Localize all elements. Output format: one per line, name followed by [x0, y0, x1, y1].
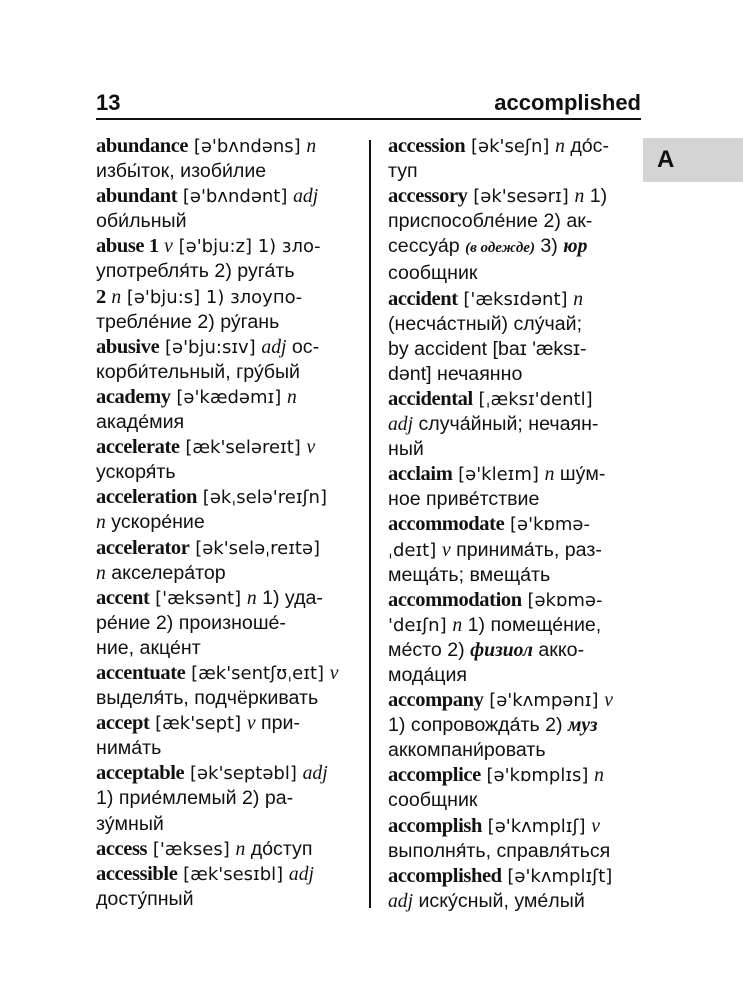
definition-text: акселера́тор [111, 561, 226, 584]
part-of-speech: adj [302, 763, 328, 785]
part-of-speech: v [246, 713, 256, 735]
dictionary-entry [96, 485, 348, 535]
definition-text: случа́йный; нечаян- [413, 413, 599, 436]
transcription: [ə'kleɪm] [452, 464, 545, 486]
part-of-speech: n [574, 186, 585, 208]
transcription: [æk'sentʃʊˌeɪt] [185, 662, 330, 684]
definition-text: ре́ние 2) произноше́- [96, 611, 286, 634]
definition-text: ный [388, 438, 424, 461]
definition-text: досту́пный [96, 887, 194, 910]
definition-text: приспособле́ние 2) ак- [388, 210, 593, 233]
definition-text: сообщник [388, 262, 478, 285]
dictionary-entry [388, 134, 642, 184]
part-of-speech: n [452, 614, 463, 636]
part-of-speech: n [96, 562, 106, 584]
transcription: ['æksɪdənt] [457, 288, 574, 310]
part-of-speech: adj [388, 890, 414, 912]
headword: academy [96, 385, 171, 408]
right-column [388, 134, 642, 914]
transcription: [ə'kʌmplɪʃ] [481, 815, 592, 837]
definition-text: сообщник [388, 789, 478, 812]
dictionary-entry [388, 588, 642, 688]
definition-text: зу́мный [96, 812, 164, 835]
transcription: [æk'seləreɪt] [179, 437, 307, 459]
dictionary-entry [96, 761, 348, 836]
transcription: [ə'bju:s] 1) злоупо- [121, 286, 303, 308]
header-rule [96, 118, 641, 120]
dictionary-entry [388, 462, 642, 512]
transcription: [ə'kædəmɪ] [170, 386, 287, 408]
definition-text: 1) сопровожда́ть 2) [388, 714, 568, 737]
part-of-speech: v [306, 437, 316, 459]
definition-text: до́ступ [245, 837, 313, 860]
dictionary-entry [96, 134, 348, 184]
definition-text: выделя́ть, подчёркивать [96, 687, 319, 710]
dictionary-entry [96, 184, 348, 234]
usage-label: муз [567, 715, 598, 737]
transcription: [ə'kɒmplɪs] [480, 765, 595, 787]
part-of-speech: n [573, 288, 584, 310]
definition-text: употребля́ть 2) руга́ть [96, 260, 295, 283]
part-of-speech: n [306, 136, 317, 157]
transcription: [ək'seləˌreɪtə] [189, 537, 321, 559]
definition-text: dənt] нечаянно [388, 362, 523, 385]
transcription: [ək'seʃn] [465, 136, 556, 157]
transcription: ˌdeɪt] [388, 539, 442, 561]
part-of-speech: v [164, 236, 173, 258]
transcription: [æk'sesɪbl] [177, 863, 289, 885]
definition-text: by accident [baɪ 'æksɪ- [388, 337, 587, 360]
headword: accent [96, 586, 150, 609]
guide-word: accomplished [494, 90, 641, 115]
definition-text: 1) [584, 185, 608, 208]
transcription: [æk'sept] [149, 713, 247, 735]
definition-text: ускоре́ние [111, 511, 205, 534]
headword: accentuate [96, 661, 186, 684]
part-of-speech: n [555, 136, 565, 157]
definition-text: аккомпани́ровать [388, 739, 546, 762]
definition-text: корби́тельный, гру́бый [96, 360, 301, 383]
transcription: [əkˌselə'reɪʃn] [197, 487, 327, 509]
definition-text: 1) уда- [256, 586, 323, 609]
dictionary-entry [388, 512, 642, 587]
definition-text: до́с- [564, 135, 609, 157]
definition-text: (несча́стный) слу́чай; [388, 312, 583, 335]
definition-text: ние, акце́нт [96, 636, 201, 659]
transcription: [ək'septəbl] [184, 763, 303, 785]
definition-text: сессуа́р [388, 235, 466, 258]
headword: accident [388, 287, 458, 310]
headword: abundant [96, 185, 178, 208]
part-of-speech: n [594, 765, 604, 787]
definition-text: туп [388, 160, 418, 183]
headword: accomplice [388, 764, 481, 787]
definition-text: акаде́мия [96, 411, 185, 434]
part-of-speech: adj [388, 414, 414, 436]
part-of-speech: adj [261, 336, 287, 358]
transcription: [ə'bju:sɪv] [159, 336, 262, 358]
transcription: ['ækses] [147, 838, 236, 860]
transcription: ['æksənt] [149, 587, 247, 609]
definition-text: ос- [286, 335, 320, 358]
part-of-speech: n [286, 386, 297, 408]
part-of-speech: n [246, 587, 257, 609]
headword: accessible [96, 862, 178, 885]
headword: accession [388, 135, 466, 157]
part-of-speech: n [111, 286, 122, 308]
transcription: [ə'kʌmpənɪ] [483, 690, 605, 712]
definition-text: ме́сто 2) [388, 638, 471, 661]
dictionary-entry [96, 711, 348, 761]
headword: accelerate [96, 436, 180, 459]
headword: 2 [96, 285, 106, 308]
usage-label: юр [563, 236, 588, 258]
transcription: [ə'kʌmplɪʃt] [501, 865, 613, 887]
column-separator [369, 140, 371, 908]
definition-text: 1) прие́млемый 2) ра- [96, 787, 294, 810]
transcription: [ə'bʌndənt] [177, 186, 294, 208]
transcription: 'deɪʃn] [388, 614, 453, 636]
definition-text: ное приве́тствие [388, 488, 540, 511]
dictionary-entry [96, 385, 348, 435]
dictionary-entry [388, 688, 642, 763]
transcription: [ˌæksɪ'dentl] [472, 388, 593, 410]
dictionary-entry [96, 661, 348, 711]
transcription: [ə'bʌndəns] [188, 136, 307, 157]
part-of-speech: v [591, 815, 600, 837]
definition-text: 1) помеще́ние, [462, 613, 602, 636]
part-of-speech: n [235, 838, 246, 860]
definition-text: выполня́ть, справля́ться [388, 839, 611, 862]
part-of-speech: v [329, 662, 339, 684]
dictionary-entry [388, 184, 642, 286]
transcription: [ək'sesərɪ] [467, 186, 575, 208]
definition-text: требле́ние 2) ру́гань [96, 310, 280, 333]
headword: accompany [388, 689, 484, 712]
part-of-speech: adj [288, 863, 314, 885]
dictionary-entry [96, 335, 348, 385]
headword: accommodation [388, 588, 522, 611]
headword: accidental [388, 387, 473, 410]
headword: access [96, 837, 148, 860]
headword: abusive [96, 335, 160, 358]
definition-text: шу́м- [554, 463, 606, 486]
dictionary-entry [388, 287, 642, 387]
dictionary-entry [96, 837, 348, 862]
definition-text: меща́ть; вмеща́ть [388, 563, 551, 586]
headword: accelerator [96, 536, 190, 559]
definition-text: при- [255, 712, 300, 735]
part-of-speech: v [604, 690, 613, 712]
headword: acclaim [388, 463, 453, 486]
dictionary-entry [96, 285, 348, 335]
dictionary-entry [388, 864, 642, 914]
definition-text: ускоря́ть [96, 461, 176, 484]
dictionary-entry [96, 586, 348, 661]
dictionary-entry [388, 763, 642, 813]
dictionary-entry [96, 435, 348, 485]
definition-text: избы́ток, изоби́лие [96, 160, 267, 183]
definition-text: принима́ть, раз- [450, 538, 602, 561]
headword: abundance [96, 135, 189, 157]
headword: abuse 1 [96, 235, 159, 258]
definition-text: нима́ть [96, 737, 162, 760]
definition-text: акко- [532, 638, 585, 661]
transcription: [ə'bju:z] 1) зло- [172, 236, 321, 258]
headword: accept [96, 712, 150, 735]
definition-text: оби́льный [96, 210, 187, 233]
part-of-speech: n [544, 464, 555, 486]
dictionary-entry [96, 536, 348, 586]
transcription: [əkɒmə- [521, 589, 603, 611]
transcription: [ə'kɒmə- [504, 514, 591, 536]
page-number: 13 [96, 90, 121, 115]
headword: acceptable [96, 762, 185, 785]
headword: accessory [388, 185, 468, 208]
left-column [96, 134, 348, 912]
usage-note: (в одежде) [465, 240, 535, 257]
headword: acceleration [96, 486, 198, 509]
dictionary-entry [96, 234, 348, 284]
definition-text: иску́сный, уме́лый [413, 889, 585, 912]
section-letter: A [657, 146, 675, 173]
part-of-speech: v [441, 539, 451, 561]
dictionary-entry [388, 387, 642, 462]
definition-text: мода́ция [388, 663, 468, 686]
headword: accomplished [388, 864, 502, 887]
part-of-speech: adj [293, 186, 319, 208]
usage-label: физиол [470, 639, 533, 661]
section-thumb-tab [643, 138, 743, 182]
headword: accomplish [388, 814, 482, 837]
part-of-speech: n [96, 512, 106, 534]
headword: accommodate [388, 513, 505, 536]
dictionary-entry [388, 814, 642, 864]
definition-text: 3) [534, 235, 564, 258]
dictionary-entry [96, 862, 348, 912]
